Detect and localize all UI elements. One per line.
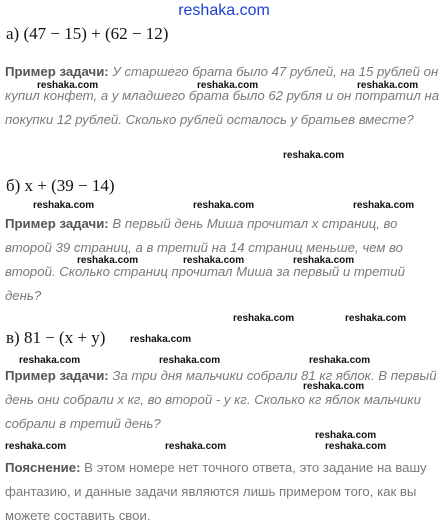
explanation-note [5, 456, 441, 528]
expression-b: б) x + (39 − 14) [6, 176, 115, 195]
watermark-text: reshaka.com [293, 255, 355, 266]
explanation-text: В этом номере нет точного ответа, это задание на вашу фантазию, и данные задачи являются лишь примером того, как вы можете составить свои. [5, 460, 427, 523]
watermark-text: reshaka.com [159, 355, 221, 366]
example-text-b: В первый день Миша прочитал x страниц, во второй 39 страниц, а в третий на 14 страниц меньше, чем во второй. Сколько страниц прочитал Миша за первый и третий день? [5, 216, 405, 303]
watermark-text: reshaka.com [303, 381, 365, 392]
watermark-text: reshaka.com [5, 441, 67, 452]
watermark-text: reshaka.com [345, 313, 407, 324]
example-task-a [5, 60, 441, 132]
example-text-c: За три дня мальчики собрали 81 кг яблок. В первый день они собрали x кг, во второй - y кг. Сколько кг яблок мальчики собрали в третий день? [5, 368, 437, 431]
example-text-a: У старшего брата было 47 рублей, на 15 рублей он купил конфет, а у младшего брата было 62 рубля и он потратил на покупки 12 рублей. Сколько рублей осталось у братьев вместе? [5, 64, 440, 127]
site-header-watermark: reshaka.com [178, 2, 270, 19]
watermark-text: reshaka.com [193, 200, 255, 211]
watermark-text: reshaka.com [37, 80, 99, 91]
expression-c: в) 81 − (x + y) [6, 328, 106, 347]
watermark-text: reshaka.com [130, 334, 192, 345]
watermark-text: reshaka.com [357, 80, 419, 91]
explanation-label: Пояснение: [5, 460, 81, 475]
watermark-text: reshaka.com [33, 200, 95, 211]
watermark-text: reshaka.com [309, 355, 371, 366]
watermark-text: reshaka.com [197, 80, 259, 91]
watermark-text: reshaka.com [283, 150, 345, 161]
watermark-text: reshaka.com [325, 441, 387, 452]
watermark-text: reshaka.com [353, 200, 415, 211]
example-task-c [5, 364, 441, 436]
example-label-a: Пример задачи: [5, 64, 109, 79]
watermark-text: reshaka.com [315, 430, 377, 441]
watermark-text: reshaka.com [183, 255, 245, 266]
watermark-text: reshaka.com [233, 313, 295, 324]
example-label-c: Пример задачи: [5, 368, 109, 383]
example-label-b: Пример задачи: [5, 216, 109, 231]
expression-a: а) (47 − 15) + (62 − 12) [6, 24, 169, 43]
watermark-text: reshaka.com [77, 255, 139, 266]
watermark-text: reshaka.com [165, 441, 227, 452]
watermark-text: reshaka.com [19, 355, 81, 366]
